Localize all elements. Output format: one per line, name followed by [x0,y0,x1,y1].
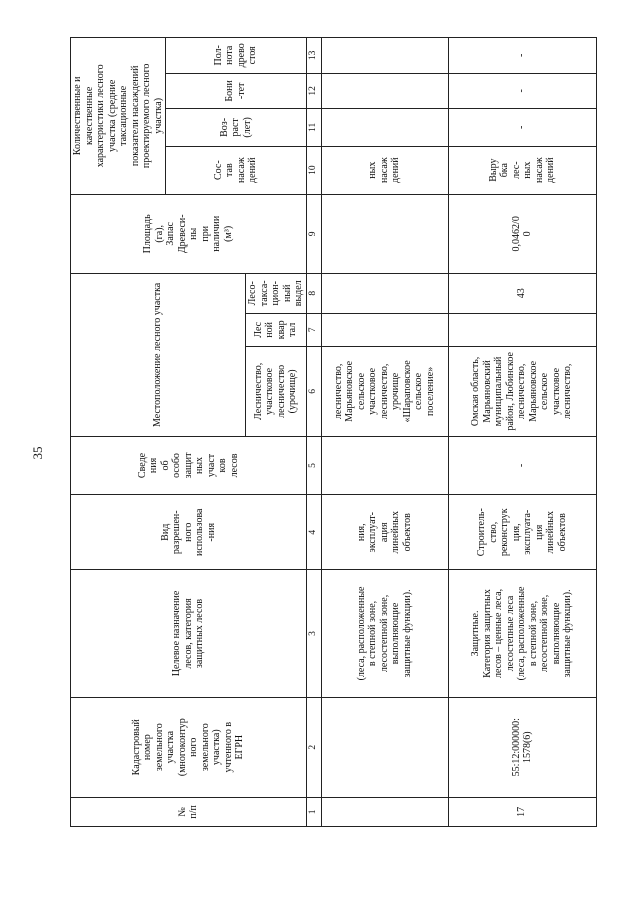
column-number: 2 [306,697,321,797]
cell-forestry: Омская область, Марьяновский муниципальный район, Любинское лесничество, Марьяновское сельское участковое лесничество, [448,347,596,437]
header-completeness: Пол- нота древо стоя [166,38,307,74]
cell-completeness: - [448,38,596,74]
cell-area [321,194,448,273]
cell-protected [321,436,448,494]
cell-num: 17 [448,797,596,826]
column-number: 1 [306,797,321,826]
column-number: 10 [306,146,321,194]
cell-bonitet [321,73,448,108]
header-quarter: Лес ной квар тал [246,313,307,346]
header-age: Воз- раст (лет) [166,109,307,147]
cell-completeness [321,38,448,74]
cell-age [321,109,448,147]
page-number: 35 [30,446,45,460]
cell-composition: ных насаж дений [321,146,448,194]
cell-division [321,273,448,313]
header-num: № п/п [71,797,307,826]
cell-age: - [448,109,596,147]
column-number: 9 [306,194,321,273]
cell-cadastral: 55:12:000000: 1578(6) [448,697,596,797]
cell-cadastral [321,697,448,797]
header-protected: Сведе ния об особо защит ных участ ков лесов [71,436,307,494]
header-characteristics: Количественные и качественные характеристики лесного участка (средние таксационные показатели насаждений проектируемого лесного участка) [71,38,166,195]
forest-plot-table [70,37,597,827]
column-number: 6 [306,347,321,437]
cell-use: ния, эксплуат- ация линейных объектов [321,495,448,570]
column-number: 7 [306,313,321,346]
column-number: 11 [306,109,321,147]
cell-bonitet: - [448,73,596,108]
column-number: 8 [306,273,321,313]
column-number: 3 [306,570,321,697]
cell-protected: - [448,436,596,494]
header-area: Площадь (га), Запас Древеси- ны при наличии (м³) [71,194,307,273]
cell-use: Строитель- ство, реконструк ция, эксплуата- ция линейных объектов [448,495,596,570]
header-use: Вид разрешен- ного использова -ния [71,495,307,570]
header-location: Местоположение лесного участка [71,273,246,436]
cell-num [321,797,448,826]
header-bonitet: Бони -тет [166,73,307,108]
rotated-page [70,37,575,827]
cell-quarter [321,313,448,346]
cell-quarter [448,313,596,346]
header-composition: Сос- тав насаж дений [166,146,307,194]
cell-division: 43 [448,273,596,313]
column-number: 12 [306,73,321,108]
cell-purpose: (леса, расположенные в степной зоне, лесостепной зоне, выполняющие защитные функции). [321,570,448,697]
column-number: 5 [306,436,321,494]
cell-forestry: лесничество, Марьяновское сельское участковое лесничество, урочище «Шараповское сельское поселение» [321,347,448,437]
cell-area: 0,0462/0 0 [448,194,596,273]
column-number: 4 [306,495,321,570]
table-row [321,38,448,827]
header-cadastral: Кадастровый номер земельного участка (многоконтур ного земельного участка) учтенного в ЕГРН [71,697,307,797]
column-numbers-row [306,38,321,827]
table-row [448,38,596,827]
header-forestry: Лесничество, участковое лесничество (урочище) [246,347,307,437]
cell-composition: Выру бка лес- ных насаж дений [448,146,596,194]
header-purpose: Целевое назначение лесов, категория защитных лесов [71,570,307,697]
column-number: 13 [306,38,321,74]
cell-purpose: Защитные. Категория защитных лесов – ценные леса, лесостепные леса (леса, расположенные в степной зоне, лесостепной зоне, выполняющие защитные функции). [448,570,596,697]
header-division: Лесо- такса- цион- ный выдел [246,273,307,313]
